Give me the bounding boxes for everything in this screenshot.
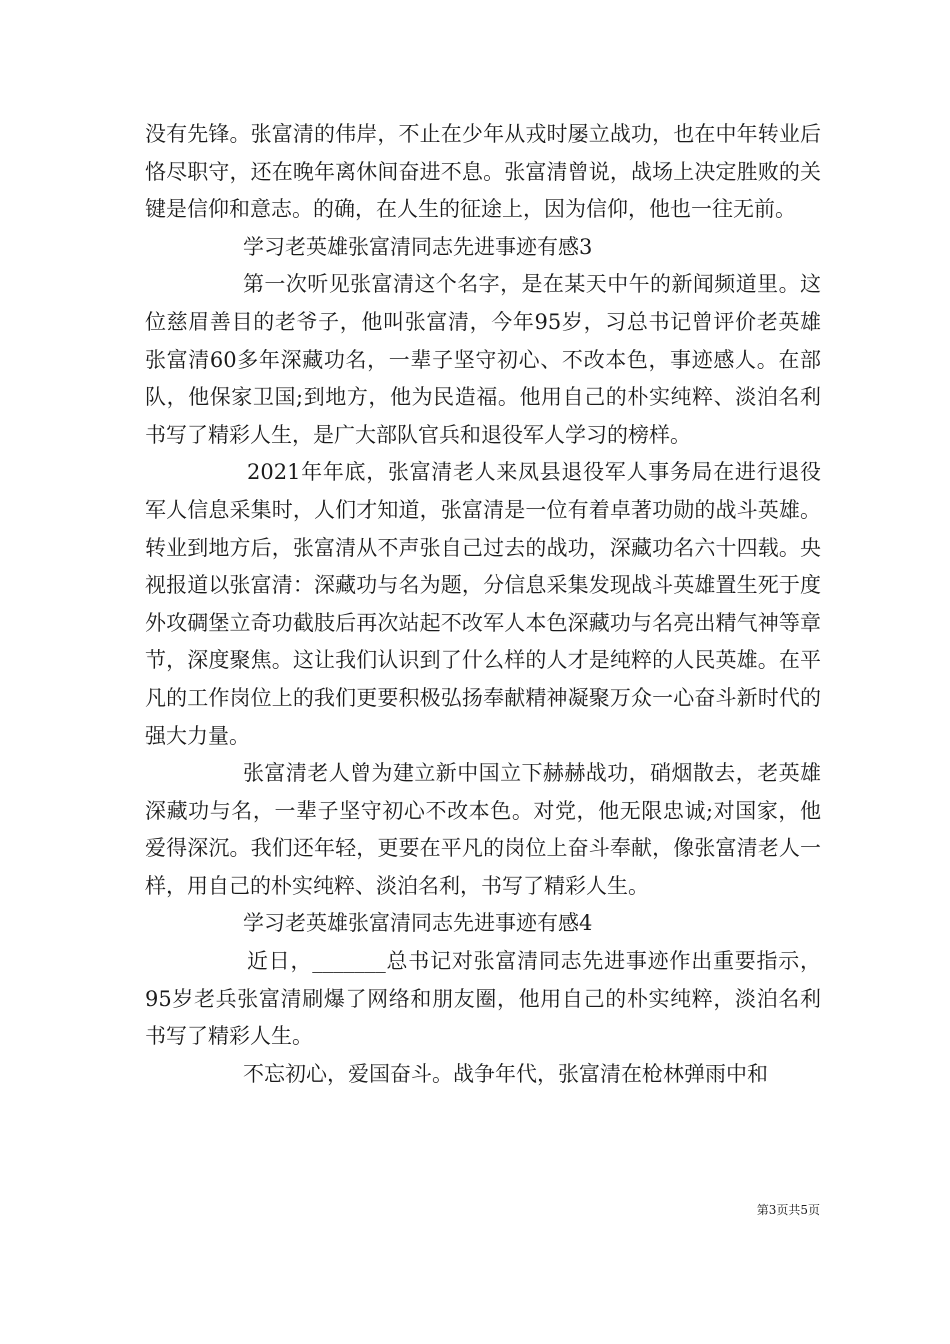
- document-body: [145, 116, 821, 1093]
- paragraph: 2021年年底，张富清老人来凤县退役军人事务局在进行退役军人信息采集时，人们才知道，张富清是一位有着卓著功勋的战斗英雄。转业到地方后，张富清从不声张自己过去的战功，深藏功名六十四载。央视报道以张富清：深藏功与名为题，分信息采集发现战斗英雄置生死于度外攻碉堡立奇功截肢后再次站起不改军人本色深藏功与名亮出精气神等章节，深度聚焦。这让我们认识到了什么样的人才是纯粹的人民英雄。在平凡的工作岗位上的我们更要积极弘扬奉献精神凝聚万众一心奋斗新时代的强大力量。: [145, 460, 821, 748]
- paragraph: 第一次听见张富清这个名字，是在某天中午的新闻频道里。这位慈眉善目的老爷子，他叫张富清，今年95岁，习总书记曾评价老英雄张富清60多年深藏功名，一辈子坚守初心、不改本色，事迹感人。在部队，他保家卫国;到地方，他为民造福。他用自己的朴实纯粹、淡泊名利书写了精彩人生，是广大部队官兵和退役军人学习的榜样。: [145, 272, 821, 447]
- paragraph: 张富清老人曾为建立新中国立下赫赫战功，硝烟散去，老英雄深藏功与名，一辈子坚守初心不改本色。对党，他无限忠诚;对国家，他爱得深沉。我们还年轻，更要在平凡的岗位上奋斗奉献，像张富清老人一样，用自己的朴实纯粹、淡泊名利，书写了精彩人生。: [145, 761, 821, 898]
- section-heading-4: 学习老英雄张富清同志先进事迹有感4: [243, 911, 593, 936]
- paragraph-continuation: 没有先锋。张富清的伟岸，不止在少年从戎时屡立战功，也在中年转业后恪尽职守，还在晚年离休间奋进不息。张富清曾说，战场上决定胜败的关键是信仰和意志。的确，在人生的征途上，因为信仰，他也一往无前。: [145, 122, 821, 222]
- paragraph: 不忘初心，爱国奋斗。战争年代，张富清在枪林弹雨中和: [243, 1061, 768, 1086]
- page-number-footer: 第3页共5页: [756, 1203, 820, 1217]
- section-heading-3: 学习老英雄张富清同志先进事迹有感3: [243, 234, 593, 259]
- paragraph: 近日，_______总书记对张富清同志先进事迹作出重要指示，95岁老兵张富清刷爆了网络和朋友圈，他用自己的朴实纯粹，淡泊名利书写了精彩人生。: [145, 949, 821, 1049]
